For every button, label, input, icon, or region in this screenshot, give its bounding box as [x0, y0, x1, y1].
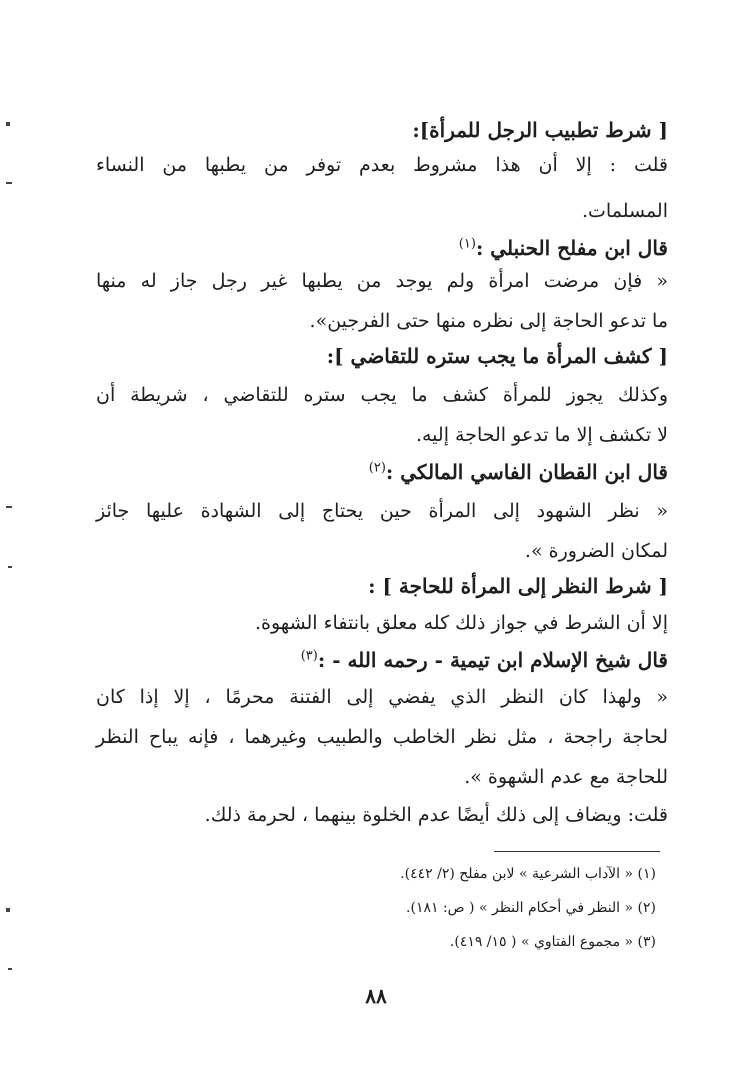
- scan-speck: [6, 506, 12, 508]
- footnote: (١) « الآداب الشرعية » لابن مفلح (٢/ ٤٤٢).: [400, 866, 656, 882]
- quote-attribution-line: [301, 648, 668, 673]
- quote-attribution-line: [369, 460, 668, 485]
- paragraph-line: قلت: ويضاف إلى ذلك أيضًا عدم الخلوة بينهما ، لحرمة ذلك.: [204, 804, 668, 826]
- heading-doctor-condition: [ شرط تطبيب الرجل للمرأة]:: [412, 118, 668, 142]
- paragraph-line: وكذلك يجوز للمرأة كشف ما يجب ستره للتقاضي ، شريطة أن: [96, 384, 668, 406]
- paragraph-line: لا تكشف إلا ما تدعو الحاجة إليه.: [415, 424, 668, 446]
- page-number: ٨٨: [365, 984, 387, 1008]
- paragraph-line: إلا أن الشرط في جواز ذلك كله معلق بانتفاء الشهوة.: [255, 612, 668, 634]
- footnote: (٣) « مجموع الفتاوي » ( ١٥/ ٤١٩).: [449, 934, 656, 950]
- attribution-text: قال ابن القطان الفاسي المالكي :: [385, 460, 668, 484]
- quote-line: للحاجة مع عدم الشهوة ».: [464, 766, 668, 788]
- scan-speck: [6, 182, 12, 184]
- footnote-ref: (٢): [368, 460, 386, 476]
- scan-speck: [8, 566, 12, 568]
- heading-uncovering: [ كشف المرأة ما يجب ستره للتقاضي ]:: [326, 344, 668, 368]
- quote-line: ما تدعو الحاجة إلى نظره منها حتى الفرجين».: [309, 310, 668, 332]
- attribution-text: قال شيخ الإسلام ابن تيمية - رحمه الله - :: [317, 648, 668, 672]
- footnote: (٢) « النظر في أحكام النظر » ( ص: ١٨١).: [406, 900, 656, 916]
- quote-attribution-line: [459, 236, 668, 261]
- quote-line: « ولهذا كان النظر الذي يفضي إلى الفتنة محرمًا ، إلا إذا كان: [96, 686, 668, 708]
- quote-line: لحاجة راجحة ، مثل نظر الخاطب والطبيب وغيرهما ، فإنه يباح النظر: [96, 726, 668, 748]
- footnote-ref: (١): [458, 236, 476, 252]
- footnote-ref: (٣): [300, 648, 318, 664]
- paragraph-line: المسلمات.: [582, 200, 668, 222]
- quote-line: « فإن مرضت امرأة ولم يوجد من يطبها غير رجل جاز له منها: [96, 270, 668, 292]
- quote-line: لمكان الضرورة ».: [524, 540, 668, 562]
- footnote-divider: [494, 851, 660, 852]
- heading-looking-need: [ شرط النظر إلى المرأة للحاجة ] :: [368, 574, 668, 598]
- scan-speck: [8, 968, 12, 970]
- paragraph-line: قلت : إلا أن هذا مشروط بعدم توفر من يطبها من النساء: [96, 154, 668, 176]
- scan-speck: [6, 908, 10, 912]
- attribution-text: قال ابن مفلح الحنبلي :: [475, 236, 668, 260]
- scan-speck: [6, 122, 10, 126]
- quote-line: « نظر الشهود إلى المرأة حين يحتاج إلى الشهادة عليها جائز: [96, 500, 668, 522]
